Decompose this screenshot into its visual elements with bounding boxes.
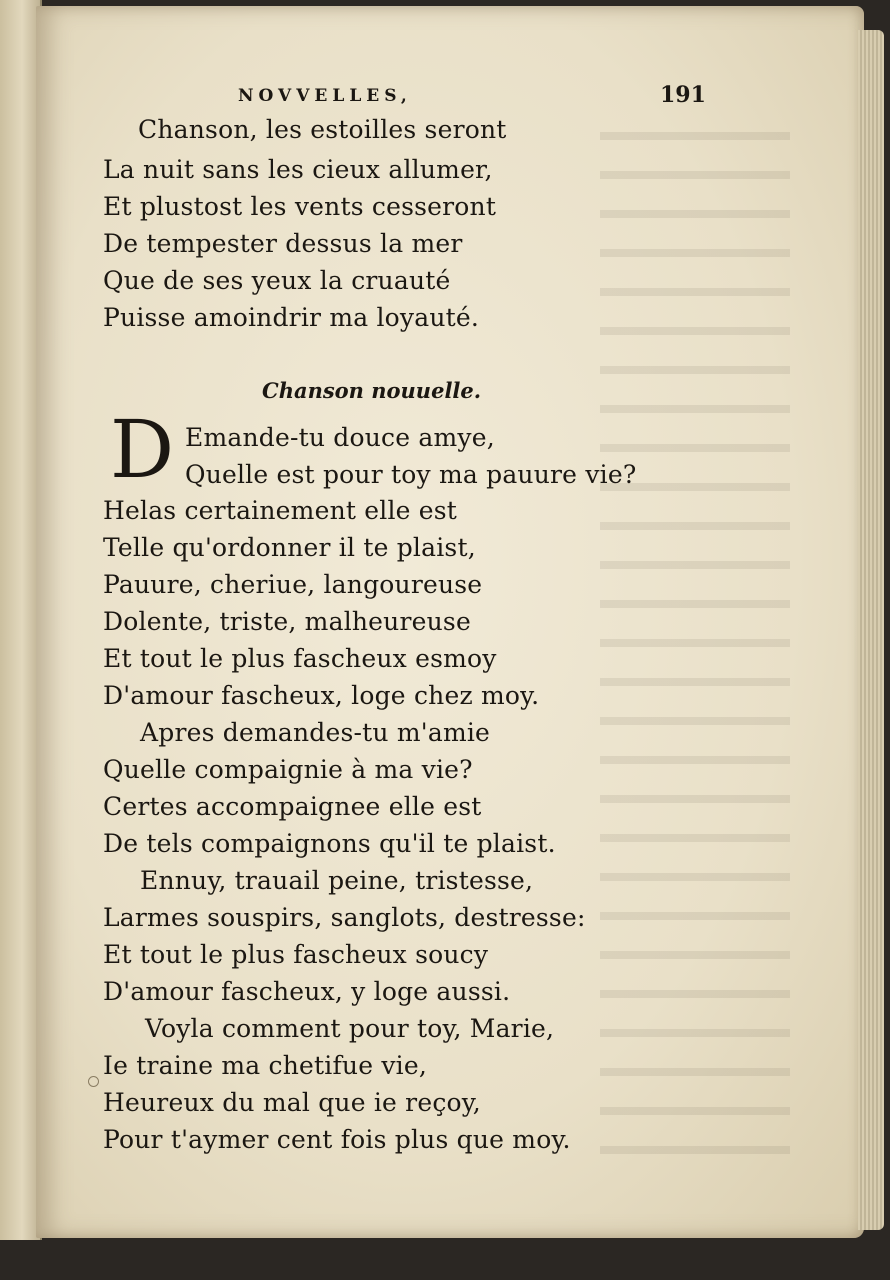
verse-line: Helas certainement elle est — [103, 496, 458, 525]
verse-line: De tels compaignons qu'il te plaist. — [103, 829, 556, 858]
verse-line: Pour t'aymer cent fois plus que moy. — [103, 1125, 571, 1154]
verse-line: D'amour fascheux, y loge aussi. — [103, 977, 511, 1006]
verse-line: Dolente, triste, malheureuse — [103, 607, 471, 636]
poem-title: Chanson nouuelle. — [262, 378, 482, 403]
verse-line: Emande-tu douce amye, — [185, 423, 495, 452]
verse-line: La nuit sans les cieux allumer, — [103, 155, 493, 184]
verse-line: De tempester dessus la mer — [103, 229, 463, 258]
verse-line: Que de ses yeux la cruauté — [103, 266, 451, 295]
verse-line: Quelle est pour toy ma pauure vie? — [185, 460, 637, 489]
verse-line: Heureux du mal que ie reçoy, — [103, 1088, 481, 1117]
verse-line: D'amour fascheux, loge chez moy. — [103, 681, 540, 710]
verse-line: Larmes souspirs, sanglots, destresse: — [103, 903, 586, 932]
verse-line: Certes accompaignee elle est — [103, 792, 482, 821]
verse-line: Voyla comment pour toy, Marie, — [145, 1014, 555, 1043]
verse-line: Et tout le plus fascheux esmoy — [103, 644, 497, 673]
verse-line: Ie traine ma chetifue vie, — [103, 1051, 428, 1080]
drop-cap: D — [110, 403, 175, 496]
verse-line: Chanson, les estoilles seront — [138, 115, 507, 144]
verse-line: Pauure, cheriue, langoureuse — [103, 570, 483, 599]
verse-line: Et plustost les vents cesseront — [103, 192, 497, 221]
verse-line: Quelle compaignie à ma vie? — [103, 755, 473, 784]
page-number: 191 — [660, 82, 706, 108]
verse-line: Apres demandes-tu m'amie — [140, 718, 491, 747]
verse-line: Telle qu'ordonner il te plaist, — [103, 533, 476, 562]
verse-line: Ennuy, trauail peine, tristesse, — [140, 866, 534, 895]
verse-line: Puisse amoindrir ma loyauté. — [103, 303, 480, 332]
verse-line: Et tout le plus fascheux soucy — [103, 940, 489, 969]
running-head: NOVVELLES, — [238, 86, 412, 106]
